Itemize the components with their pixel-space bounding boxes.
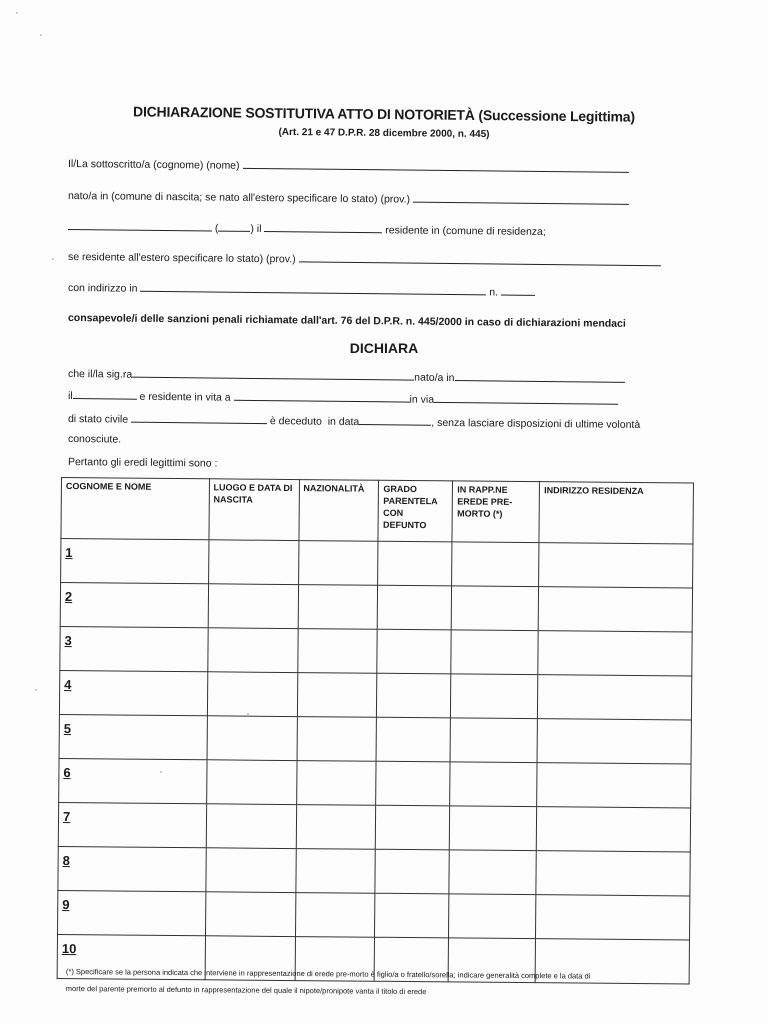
death-date-field[interactable] — [359, 415, 431, 426]
col-header-nationality: NAZIONALITÀ — [298, 480, 378, 542]
heir-birth-cell[interactable] — [207, 628, 297, 673]
heir-name-cell[interactable] — [58, 846, 206, 891]
heir-predeceased-cell[interactable] — [452, 542, 539, 587]
deceased-birth-line — [68, 389, 618, 408]
residente-vita-field[interactable] — [234, 391, 410, 403]
declarant-name-label: Il/La sottoscritto/a (cognome) (nome) — [67, 158, 240, 172]
heir-kinship-cell[interactable] — [377, 717, 451, 762]
heir-address-cell[interactable] — [536, 851, 690, 896]
heir-predeceased-cell[interactable] — [450, 762, 537, 807]
heir-name-cell[interactable] — [59, 758, 207, 803]
heir-birth-cell[interactable] — [207, 672, 297, 717]
deceased-born-label: nato/a in — [414, 371, 455, 385]
heir-name-cell[interactable] — [58, 890, 206, 935]
row-number: 4 — [64, 677, 72, 693]
residente-vita-label: e residente in vita a — [139, 390, 231, 404]
heir-birth-cell[interactable] — [208, 540, 298, 585]
heir-nationality-cell[interactable] — [297, 673, 377, 718]
heir-predeceased-cell[interactable] — [450, 718, 537, 763]
heir-nationality-cell[interactable] — [295, 849, 375, 894]
heir-kinship-cell[interactable] — [377, 673, 451, 718]
col-header-name: COGNOME E NOME — [61, 478, 209, 540]
col-header-birth: LUOGO E DATA DI NASCITA — [209, 479, 299, 541]
in-via-field[interactable] — [434, 393, 618, 405]
heir-predeceased-cell[interactable] — [451, 630, 538, 675]
heir-birth-cell[interactable] — [206, 804, 296, 849]
heir-kinship-cell[interactable] — [377, 629, 451, 674]
heir-name-cell[interactable] — [60, 626, 208, 671]
deceased-name-field[interactable] — [132, 368, 414, 381]
in-via-label: in via — [409, 393, 435, 406]
heir-row — [58, 846, 690, 896]
heir-kinship-cell[interactable] — [376, 761, 450, 806]
heir-predeceased-cell[interactable] — [451, 674, 538, 719]
in-data-label: in data — [327, 415, 360, 429]
row-number: 8 — [62, 853, 70, 869]
heir-name-cell[interactable] — [61, 539, 209, 584]
row-number: 1 — [65, 545, 73, 561]
heir-kinship-cell[interactable] — [376, 805, 450, 850]
row-number: 10 — [61, 941, 77, 957]
heir-row — [60, 583, 692, 633]
heir-kinship-cell[interactable] — [378, 541, 452, 586]
col-header-kinship: GRADO PARENTELA CON DEFUNTO — [378, 480, 452, 542]
heir-address-cell[interactable] — [537, 763, 691, 808]
deceased-birth-date-label: il — [67, 390, 73, 403]
row-number: 7 — [62, 809, 71, 825]
heir-address-cell[interactable] — [538, 587, 692, 632]
heir-birth-cell[interactable] — [208, 584, 298, 629]
prov-paren-close: ) il — [250, 222, 262, 236]
heir-address-cell[interactable] — [538, 631, 692, 676]
birthplace-line — [68, 189, 629, 208]
stato-civile-field[interactable] — [131, 413, 267, 424]
residence-abroad-field[interactable] — [299, 252, 661, 266]
heir-predeceased-cell[interactable] — [449, 894, 536, 939]
address-field[interactable] — [140, 282, 486, 296]
residence-abroad-line — [68, 250, 661, 269]
address-line — [68, 281, 535, 299]
footnote-line-2: morte del parente premorto al defunto in rappresentazione del quale il nipote/pronipote vanta il titolo di erede — [65, 983, 427, 997]
heir-nationality-cell[interactable] — [296, 805, 376, 850]
birth-comune-field[interactable] — [68, 220, 212, 232]
footnote — [66, 963, 706, 1003]
row-number: 5 — [63, 721, 72, 737]
heir-row — [59, 714, 691, 764]
heir-name-cell[interactable] — [58, 802, 206, 847]
deceduto-label: è deceduto — [269, 415, 322, 428]
address-label: con indirizzo in — [67, 282, 138, 295]
col-header-address: INDIRIZZO RESIDENZA — [539, 482, 693, 544]
heir-nationality-cell[interactable] — [295, 893, 375, 938]
declarant-name-line — [68, 157, 629, 176]
deceased-birth-date-field[interactable] — [73, 389, 137, 400]
heir-nationality-cell[interactable] — [296, 761, 376, 806]
heir-predeceased-cell[interactable] — [452, 586, 539, 631]
title-paren: (Successione Legittima) — [478, 106, 635, 125]
heir-row — [60, 626, 692, 676]
prov-field[interactable] — [218, 222, 250, 232]
heir-kinship-cell[interactable] — [375, 893, 449, 938]
title-main: DICHIARAZIONE SOSTITUTIVA ATTO DI NOTORIETÀ — [133, 103, 475, 123]
residence-abroad-label: se residente all'estero specificare lo stato) (prov.) — [67, 251, 296, 266]
heirs-table — [57, 477, 694, 985]
col-header-predeceased: IN RAPP.NE EREDE PRE-MORTO (*) — [452, 481, 539, 543]
heir-row — [61, 539, 693, 589]
prov-paren-open: ( — [214, 222, 219, 235]
heir-birth-cell[interactable] — [207, 716, 297, 761]
heir-kinship-cell[interactable] — [378, 585, 452, 630]
footnote-line-1: (*) Specificare se la persona indicata che interviene in rappresentazione di erede pre-morto è figlio/a o fratello/sorella; indicare generalità complete e la data di — [65, 966, 591, 981]
conosciute-line: conosciute. — [67, 433, 122, 446]
deceased-name-label: che il/la sig.ra — [67, 368, 133, 381]
scan-speck — [52, 258, 54, 260]
row-number: 9 — [62, 897, 70, 913]
heir-birth-cell[interactable] — [205, 892, 295, 937]
birthplace-field[interactable] — [413, 193, 629, 205]
heir-row — [59, 758, 691, 808]
heir-address-cell[interactable] — [536, 895, 690, 940]
heir-nationality-cell[interactable] — [298, 585, 378, 630]
address-number-label: n. — [489, 286, 499, 299]
consapevole-statement: consapevole/i delle sanzioni penali richiamate dall'art. 76 del D.P.R. n. 445/2000 in caso di dichiarazioni mendaci — [67, 312, 626, 330]
heir-address-cell[interactable] — [539, 543, 693, 588]
row-number: 6 — [63, 765, 71, 781]
heir-name-cell[interactable] — [60, 583, 208, 628]
deceased-name-line — [68, 367, 625, 386]
pertanto-line: Pertanto gli eredi legittimi sono : — [67, 456, 218, 470]
stato-civile-label: di stato civile — [67, 413, 129, 426]
heir-predeceased-cell[interactable] — [450, 806, 537, 851]
birth-residence-line — [68, 220, 546, 238]
scan-speck — [40, 34, 42, 36]
declarant-name-field[interactable] — [242, 159, 628, 173]
heir-name-cell[interactable] — [59, 714, 207, 759]
scan-speck — [35, 689, 37, 691]
heir-row — [58, 802, 690, 852]
birth-date-field[interactable] — [264, 222, 382, 233]
document-subtitle: (Art. 21 e 47 D.P.R. 28 dicembre 2000, n. 445) — [278, 126, 490, 141]
heir-predeceased-cell[interactable] — [449, 850, 536, 895]
senza-label: , senza lasciare disposizioni di ultime volontà — [431, 416, 641, 431]
document-title — [0, 102, 768, 126]
heir-address-cell[interactable] — [537, 807, 691, 852]
heir-name-cell[interactable] — [59, 670, 207, 715]
heir-address-cell[interactable] — [537, 719, 691, 764]
birthplace-label: nato/a in (comune di nascita; se nato all'estero specificare lo stato) (prov.) — [67, 190, 411, 206]
deceased-birthplace-field[interactable] — [454, 371, 624, 383]
heir-nationality-cell[interactable] — [297, 629, 377, 674]
heir-kinship-cell[interactable] — [375, 849, 449, 894]
heir-birth-cell[interactable] — [206, 760, 296, 805]
heir-row — [59, 670, 691, 720]
row-number: 3 — [64, 633, 72, 649]
heir-nationality-cell[interactable] — [297, 717, 377, 762]
scan-speck — [16, 12, 18, 14]
heir-nationality-cell[interactable] — [298, 541, 378, 586]
dichiara-heading: DICHIARA — [349, 340, 419, 356]
civil-status-line — [68, 412, 640, 431]
residence-label: residente in (comune di residenza; — [385, 224, 546, 239]
address-number-field[interactable] — [501, 286, 535, 296]
heir-birth-cell[interactable] — [206, 848, 296, 893]
row-number: 2 — [64, 589, 73, 605]
heir-address-cell[interactable] — [538, 675, 692, 720]
heir-row — [58, 890, 690, 940]
heirs-table-header — [61, 478, 694, 545]
